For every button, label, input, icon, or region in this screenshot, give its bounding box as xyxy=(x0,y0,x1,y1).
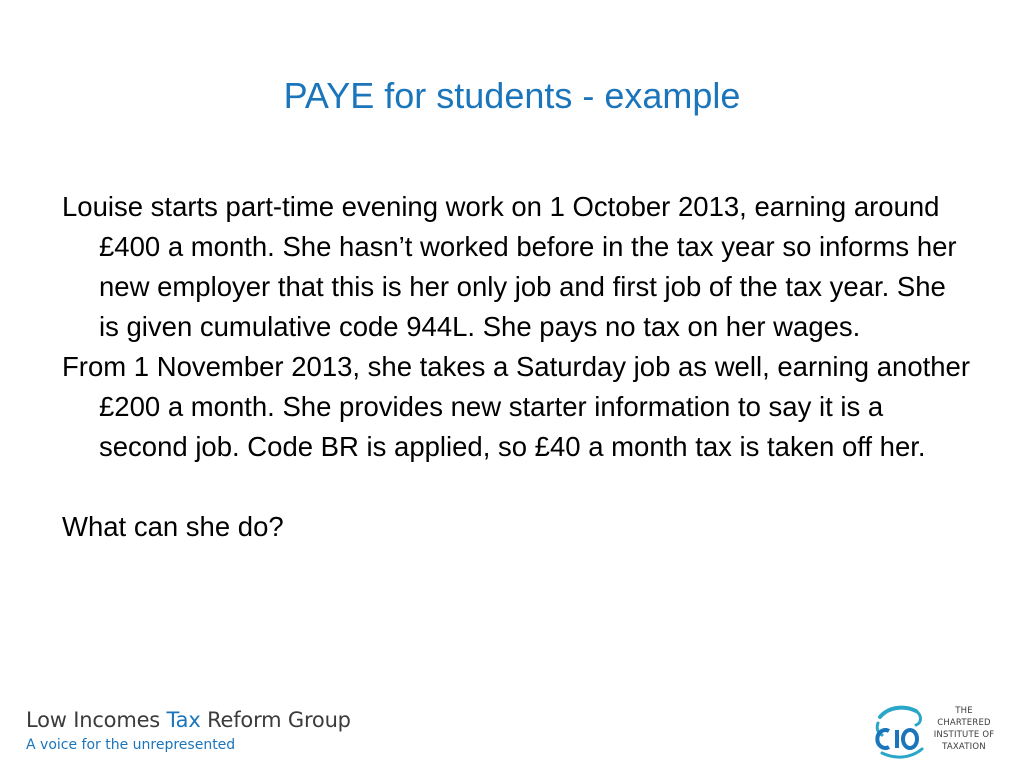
litrg-name-part1: Low Incomes xyxy=(26,708,167,732)
ciot-line-4: TAXATION xyxy=(942,742,986,752)
question-text: What can she do? xyxy=(62,511,284,542)
ciot-line-1: THE xyxy=(955,706,973,716)
ciot-line-3: INSTITUTE OF xyxy=(933,730,995,740)
ciot-line-2: CHARTERED xyxy=(937,718,991,728)
litrg-logo xyxy=(26,706,386,758)
litrg-tagline: A voice for the unrepresented xyxy=(26,737,236,753)
ciot-name xyxy=(929,705,999,753)
slide-title: PAYE for students - example xyxy=(283,75,741,116)
slide-body xyxy=(62,187,972,547)
ciot-logo xyxy=(872,703,1002,759)
litrg-name-part2: Reform Group xyxy=(200,708,351,732)
paragraph-october-job: Louise starts part-time evening work on 1 October 2013, earning around £400 a month. She hasn’t worked before in the tax year so informs her new employer that this is her only job and first job of the tax year. She is given cumulative code 944L. She pays no tax on her wages. xyxy=(62,191,957,342)
litrg-name xyxy=(26,706,351,734)
litrg-name-tax: Tax xyxy=(166,708,201,732)
ciot-emblem-icon xyxy=(872,703,928,759)
paragraph-november-job: From 1 November 2013, she takes a Saturday job as well, earning another £200 a month. She provides new starter information to say it is a second job. Code BR is applied, so £40 a month tax is taken off her. xyxy=(62,351,970,462)
